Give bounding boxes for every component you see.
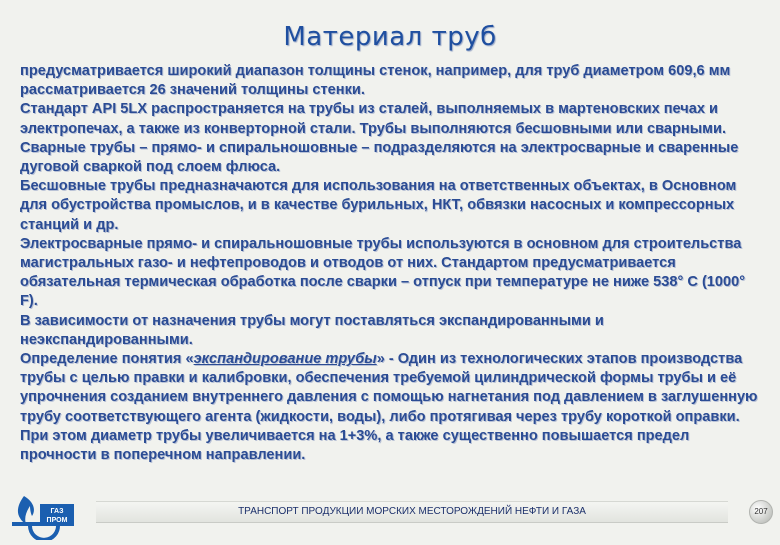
paragraph-text: » - Один из технологических этапов производства трубы с целью правки и калибровки, обеспечения требуемой цилиндрической формы трубы и её упрочнения созданием внутреннего давления с помощью нагнетания под давлением в заглушенную трубу соответствующего агента (жидкости, воды), либо протягивая через трубу короткой оправки. При этом диаметр трубы увеличивается на 1+3%, а также существенно повышается предел прочности в поперечном направлении. <box>20 351 758 464</box>
slide-body <box>20 62 760 465</box>
footer-bar <box>96 501 728 523</box>
paragraph-text: Определение понятия « <box>20 351 194 368</box>
svg-text:ПРОМ: ПРОМ <box>46 517 68 524</box>
body-paragraph <box>20 312 760 350</box>
svg-text:ГАЗ: ГАЗ <box>50 508 64 515</box>
paragraph-text: Бесшовные трубы предназначаются для использования на ответственных объектах, в Основном для обустройства промыслов, и в качестве бурильных, НКТ, обвязки насосных и компрессорных станций и др. <box>20 178 737 233</box>
page-number: 207 <box>749 500 773 524</box>
body-paragraph <box>20 100 760 177</box>
body-paragraph <box>20 62 760 100</box>
paragraph-text: предусматривается широкий диапазон толщины стенок, например, для труб диаметром 609,6 мм рассматривается 26 значений толщины стенки. <box>20 63 731 99</box>
slide-title: Материал труб <box>283 22 497 52</box>
body-paragraph <box>20 177 760 235</box>
term-expanding-pipe: экспандирование трубы <box>193 351 377 368</box>
paragraph-text: В зависимости от назначения трубы могут поставляться экспандированными и неэкспандированными. <box>20 312 604 348</box>
gazprom-flame-logo-icon <box>2 482 88 540</box>
footer-text: ТРАНСПОРТ ПРОДУКЦИИ МОРСКИХ МЕСТОРОЖДЕНИЙ НЕФТИ И ГАЗА <box>238 506 586 517</box>
paragraph-text: Электросварные прямо- и спиральношовные трубы используются в основном для строительства магистральных газо- и нефтепроводов и отводов от них. Стандартом предусматривается обязательная термическая обработка после сварки – отпуск при температуре не ниже 538° С (1000° F). <box>20 235 746 310</box>
gazprom-logo <box>2 482 88 540</box>
body-paragraph <box>20 350 760 465</box>
paragraph-text: Стандарт API 5LX распространяется на трубы из сталей, выполняемых в мартеновских печах и электропечах, а также из конверторной стали. Трубы выполняются бесшовными или сварными. Сварные трубы – прямо- и спиральношовные – подразделяются на электросварные и сваренные дуговой сваркой под слоем флюса. <box>20 101 739 176</box>
body-paragraph <box>20 235 760 312</box>
